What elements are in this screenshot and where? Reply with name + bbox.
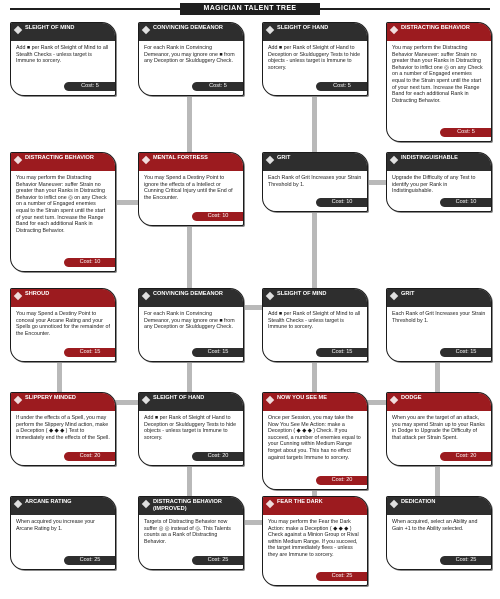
talent-cost: Cost: 10 bbox=[316, 198, 368, 207]
talent-name-text: ARCANE RATING bbox=[25, 499, 72, 505]
talent-name bbox=[11, 23, 115, 41]
talent-name bbox=[11, 153, 115, 171]
talent-name bbox=[263, 289, 367, 307]
talent-type-icon bbox=[142, 292, 150, 300]
talent-name-text: SLIPPERY MINDED bbox=[25, 395, 76, 401]
talent-card[interactable] bbox=[10, 152, 116, 272]
talent-name bbox=[11, 497, 115, 515]
talent-card[interactable] bbox=[10, 496, 116, 570]
talent-name bbox=[387, 289, 491, 307]
talent-name-text: FEAR THE DARK bbox=[277, 499, 323, 505]
talent-name-text: SLEIGHT OF HAND bbox=[277, 25, 329, 31]
talent-name-text: CONVINCING DEMEANOR bbox=[153, 291, 223, 297]
talent-name bbox=[139, 153, 243, 171]
talent-cost: Cost: 5 bbox=[64, 82, 116, 91]
talent-cost: Cost: 25 bbox=[316, 572, 368, 581]
talent-cost: Cost: 25 bbox=[64, 556, 116, 565]
talent-cost: Cost: 5 bbox=[316, 82, 368, 91]
talent-type-icon bbox=[142, 396, 150, 404]
talent-name bbox=[11, 393, 115, 411]
talent-cost: Cost: 5 bbox=[192, 82, 244, 91]
talent-description: If under the effects of a Spell, you may perform the Slippery Mind action, make a Deception ( ◆ ◆ ◆ ) Test to immediately end the effects of the Spell. bbox=[16, 415, 110, 441]
talent-cost: Cost: 15 bbox=[440, 348, 492, 357]
talent-name bbox=[387, 497, 491, 515]
talent-card[interactable] bbox=[386, 496, 492, 570]
talent-type-icon bbox=[14, 396, 22, 404]
talent-type-icon bbox=[266, 26, 274, 34]
talent-type-icon bbox=[142, 26, 150, 34]
talent-card[interactable] bbox=[386, 152, 492, 212]
talent-name-text: DISTRACTING BEHAVIOR bbox=[401, 25, 470, 31]
talent-cost: Cost: 15 bbox=[316, 348, 368, 357]
talent-cost: Cost: 10 bbox=[64, 258, 116, 267]
talent-name-text: GRIT bbox=[277, 155, 291, 161]
talent-name-text: NOW YOU SEE ME bbox=[277, 395, 327, 401]
talent-cost: Cost: 10 bbox=[192, 212, 244, 221]
talent-description: For each Rank in Convincing Demeanor, you may ignore one ■ from any Deception or Skulduggery Check. bbox=[144, 45, 235, 65]
talent-description: When you are the target of an attack, you may spend Strain up to your Ranks in Dodge to Upgrade the Difficulty of that attack per Strain Spent. bbox=[392, 415, 485, 441]
talent-cost: Cost: 25 bbox=[440, 556, 492, 565]
talent-type-icon bbox=[390, 396, 398, 404]
talent-card[interactable] bbox=[262, 288, 368, 362]
talent-type-icon bbox=[390, 500, 398, 508]
talent-description: When acquired, select an Ability and Gain +1 to the Ability selected. bbox=[392, 519, 478, 532]
talent-name-text: SLEIGHT OF MIND bbox=[277, 291, 327, 297]
talent-name bbox=[387, 153, 491, 171]
talent-card[interactable] bbox=[138, 22, 244, 96]
talent-card[interactable] bbox=[262, 496, 368, 586]
talent-card[interactable] bbox=[386, 288, 492, 362]
talent-type-icon bbox=[266, 396, 274, 404]
talent-name bbox=[139, 393, 243, 411]
page-title: MAGICIAN TALENT TREE bbox=[180, 3, 320, 15]
talent-type-icon bbox=[142, 500, 150, 508]
talent-name-text: INDISTINGUISHABLE bbox=[401, 155, 458, 161]
talent-name bbox=[263, 497, 367, 515]
talent-card[interactable] bbox=[10, 392, 116, 466]
talent-description: Add ■ per Rank of Sleight of Mind to all Stealth Checks - unless target is Immune to sorcery. bbox=[16, 45, 109, 65]
talent-card[interactable] bbox=[10, 22, 116, 96]
talent-type-icon bbox=[390, 156, 398, 164]
talent-name-text: DISTRACTING BEHAVIOR (IMPROVED) bbox=[153, 499, 222, 512]
connector bbox=[366, 180, 388, 185]
talent-type-icon bbox=[14, 500, 22, 508]
talent-type-icon bbox=[14, 26, 22, 34]
talent-description: You may Spend a Destiny Point to ignore the effects of a Intellect or Cunning Critical Injury until the End of the Encounter. bbox=[144, 175, 233, 201]
talent-name bbox=[387, 23, 491, 41]
talent-name-text: DISTRACTING BEHAVIOR bbox=[25, 155, 94, 161]
talent-card[interactable] bbox=[386, 22, 492, 142]
talent-name bbox=[263, 393, 367, 411]
talent-description: Add ■ per Rank of Sleight of Hand to Deception or Skulduggery Tests to hide objects - unless target is Immune to sorcery. bbox=[144, 415, 237, 441]
talent-name bbox=[139, 23, 243, 41]
talent-cost: Cost: 20 bbox=[64, 452, 116, 461]
talent-description: You may perform the Fear the Dark Action: make a Deception ( ◆ ◆ ◆ ) Check against a Minion Group or Rival within Medium Range. If you succeed, the target immediately flees - unless they are Immune to sorcery. bbox=[268, 519, 359, 558]
talent-description: You may perform the Distracting Behavior Maneuver: suffer Strain no greater than your Ranks in Distracting Behavior to inflict one ◎ on any Check on a number of Engaged enemies equal to the Strain spent until the start of your next turn. Increase the Range Band for each additional Rank in Distracting Behavior. bbox=[392, 45, 483, 104]
talent-card[interactable] bbox=[262, 392, 368, 490]
talent-type-icon bbox=[266, 292, 274, 300]
talent-card[interactable] bbox=[138, 152, 244, 226]
talent-name bbox=[263, 23, 367, 41]
talent-card[interactable] bbox=[262, 22, 368, 96]
talent-type-icon bbox=[266, 156, 274, 164]
talent-card[interactable] bbox=[138, 288, 244, 362]
talent-description: Each Rank of Grit Increases your Strain Threshold by 1. bbox=[392, 311, 486, 324]
talent-name-text: GRIT bbox=[401, 291, 415, 297]
talent-card[interactable] bbox=[10, 288, 116, 362]
talent-description: For each Rank in Convincing Demeanor, you may ignore one ■ from any Deception or Skulduggery Check. bbox=[144, 311, 235, 331]
talent-name bbox=[263, 153, 367, 171]
talent-cost: Cost: 5 bbox=[440, 128, 492, 137]
talent-description: You may perform the Distracting Behavior Maneuver: suffer Strain no greater than your Ranks in Distracting Behavior to inflict one ◎ on any Check on a number of Engaged enemies equal to the Strain spent until the start of your next turn. Increase the Range Band for each additional Rank in Distracting Behavior. bbox=[16, 175, 107, 234]
talent-description: Each Rank of Grit Increases your Strain Threshold by 1. bbox=[268, 175, 362, 188]
talent-cost: Cost: 25 bbox=[192, 556, 244, 565]
talent-description: Once per Session, you may take the Now You See Me Action: make a Deception ( ◆ ◆ ◆ ) Check. If you succeed, a number of enemies equal to your Cunning within Medium Range forget about you. This has no effect against targets Immune to sorcery. bbox=[268, 415, 361, 461]
talent-cost: Cost: 10 bbox=[440, 198, 492, 207]
talent-name-text: MENTAL FORTRESS bbox=[153, 155, 208, 161]
talent-type-icon bbox=[390, 292, 398, 300]
talent-name bbox=[139, 289, 243, 307]
talent-type-icon bbox=[266, 500, 274, 508]
talent-type-icon bbox=[390, 26, 398, 34]
title-rule-right bbox=[320, 8, 490, 10]
connector bbox=[366, 400, 388, 405]
title-rule-left bbox=[10, 8, 180, 10]
talent-description: Upgrade the Difficulty of any Test to identify you per Rank in Indistinguishable. bbox=[392, 175, 476, 195]
talent-name bbox=[11, 289, 115, 307]
talent-name-text: DEDICATION bbox=[401, 499, 436, 505]
talent-name bbox=[139, 497, 243, 515]
talent-name-text: SLEIGHT OF HAND bbox=[153, 395, 205, 401]
talent-description: Targets of Distracting Behavior now suffer ◎ ◎ instead of ◎. This Talents counts as a Rank of Distracting Behavior. bbox=[144, 519, 231, 545]
talent-type-icon bbox=[14, 292, 22, 300]
talent-card[interactable] bbox=[262, 152, 368, 212]
talent-name-text: CONVINCING DEMEANOR bbox=[153, 25, 223, 31]
talent-name-text: SLEIGHT OF MIND bbox=[25, 25, 75, 31]
talent-description: You may Spend a Destiny Point to conceal your Arcane Rating and your Spells go unnoticed for the remainder of the Encounter. bbox=[16, 311, 110, 337]
talent-cost: Cost: 20 bbox=[192, 452, 244, 461]
talent-cost: Cost: 20 bbox=[440, 452, 492, 461]
talent-card[interactable] bbox=[138, 496, 244, 570]
talent-description: Add ■ per Rank of Sleight of Hand to Deception or Skulduggery Tests to hide objects - unless target is Immune to sorcery. bbox=[268, 45, 361, 71]
talent-card[interactable] bbox=[138, 392, 244, 466]
talent-type-icon bbox=[14, 156, 22, 164]
talent-name-text: SHROUD bbox=[25, 291, 50, 297]
talent-name bbox=[387, 393, 491, 411]
talent-cost: Cost: 15 bbox=[192, 348, 244, 357]
talent-description: When acquired you increase your Arcane Rating by 1. bbox=[16, 519, 95, 532]
talent-cost: Cost: 15 bbox=[64, 348, 116, 357]
talent-name-text: DODGE bbox=[401, 395, 422, 401]
talent-cost: Cost: 20 bbox=[316, 476, 368, 485]
talent-card[interactable] bbox=[386, 392, 492, 466]
talent-description: Add ■ per Rank of Sleight of Mind to all Stealth Checks - unless target is Immune to sorcery. bbox=[268, 311, 361, 331]
talent-type-icon bbox=[142, 156, 150, 164]
